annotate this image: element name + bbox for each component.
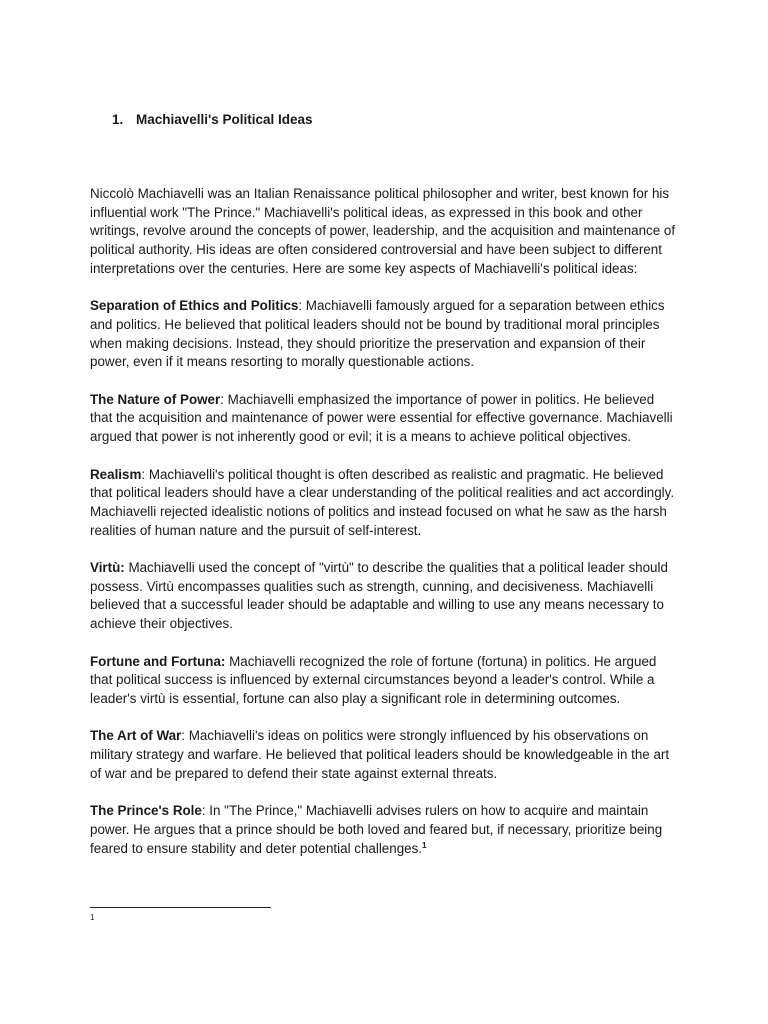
term-art-of-war: The Art of War (90, 728, 182, 744)
paragraph-text: Machiavelli recognized the role of fortune (fortuna) in politics. He argued that political success is influenced by external circumstances beyond a leader's control. While a leader's virtù is essential, fortune can also play a significant role in determining outcomes. (90, 653, 657, 706)
paragraph-realism (90, 466, 680, 541)
heading-title: Machiavelli's Political Ideas (136, 112, 313, 127)
paragraph-nature-of-power (90, 391, 680, 447)
term-separator: : (141, 466, 146, 482)
term-virtu: Virtù: (90, 560, 125, 575)
paragraph-princes-role (90, 802, 680, 858)
paragraph-text: Machiavelli's political thought is often described as realistic and pragmatic. He believed that political leaders should have a clear understanding of the political realities and act accordingly. Machiavelli rejected idealistic notions of politics and instead focused on what he saw as the harsh realities of human nature and the pursuit of self-interest. (90, 466, 675, 538)
term-separator: : (201, 803, 206, 819)
term-separator: : (181, 728, 185, 744)
paragraph-art-of-war (90, 727, 680, 783)
footnote-mark: 1 (90, 913, 95, 922)
intro-paragraph: Niccolò Machiavelli was an Italian Renaissance political philosopher and writer, best known for his influential work "The Prince." Machiavelli's political ideas, as expressed in this book and other writings, revolve around the concepts of power, leadership, and the acquisition and maintenance of political authority. His ideas are often considered controversial and have been subject to different interpretations over the centuries. Here are some key aspects of Machiavelli's political ideas: (90, 186, 676, 276)
term-nature-of-power: The Nature of Power (90, 391, 221, 407)
footnote-separator (90, 907, 271, 908)
term-princes-role: The Prince's Role (90, 803, 202, 819)
paragraph-text: In "The Prince," Machiavelli advises rulers on how to acquire and maintain power. He argues that a prince should be both loved and feared but, if necessary, prioritize being feared to ensure stability and deter potential challenges. (90, 803, 663, 856)
paragraph-separation-of-ethics (90, 297, 680, 372)
paragraph-text: Machiavelli used the concept of "virtù" to describe the qualities that a political leader should possess. Virtù encompasses qualities such as strength, cunning, and decisiveness. Machiavelli believed that a successful leader should be adaptable and willing to use any means necessary to achieve their objectives. (90, 560, 668, 632)
term-separation-of-ethics: Separation of Ethics and Politics (90, 298, 299, 314)
body-text (90, 185, 680, 877)
footnote-reference[interactable]: 1 (422, 840, 427, 850)
heading-number: 1. (112, 112, 124, 127)
paragraph-virtu (90, 559, 680, 634)
term-separator: : (298, 298, 303, 314)
section-heading (112, 111, 313, 129)
term-fortune: Fortune and Fortuna: (90, 653, 226, 669)
paragraph-text: Machiavelli emphasized the importance of power in politics. He believed that the acquisition and maintenance of power were essential for effective governance. Machiavelli argued that power is not inherently good or evil; it is a means to achieve political objectives. (90, 391, 673, 445)
paragraph-text: Machiavelli's ideas on politics were strongly influenced by his observations on military strategy and warfare. He believed that political leaders should be knowledgeable in the art of war and be prepared to defend their state against external threats. (90, 728, 670, 781)
term-realism: Realism (90, 466, 142, 482)
paragraph-text: Machiavelli famously argued for a separation between ethics and politics. He believed that political leaders should not be bound by traditional moral principles when making decisions. Instead, they should prioritize the preservation and expansion of their power, even if it means resorting to morally questionable actions. (90, 298, 665, 370)
term-separator: : (220, 391, 224, 407)
paragraph-fortune (90, 653, 680, 709)
